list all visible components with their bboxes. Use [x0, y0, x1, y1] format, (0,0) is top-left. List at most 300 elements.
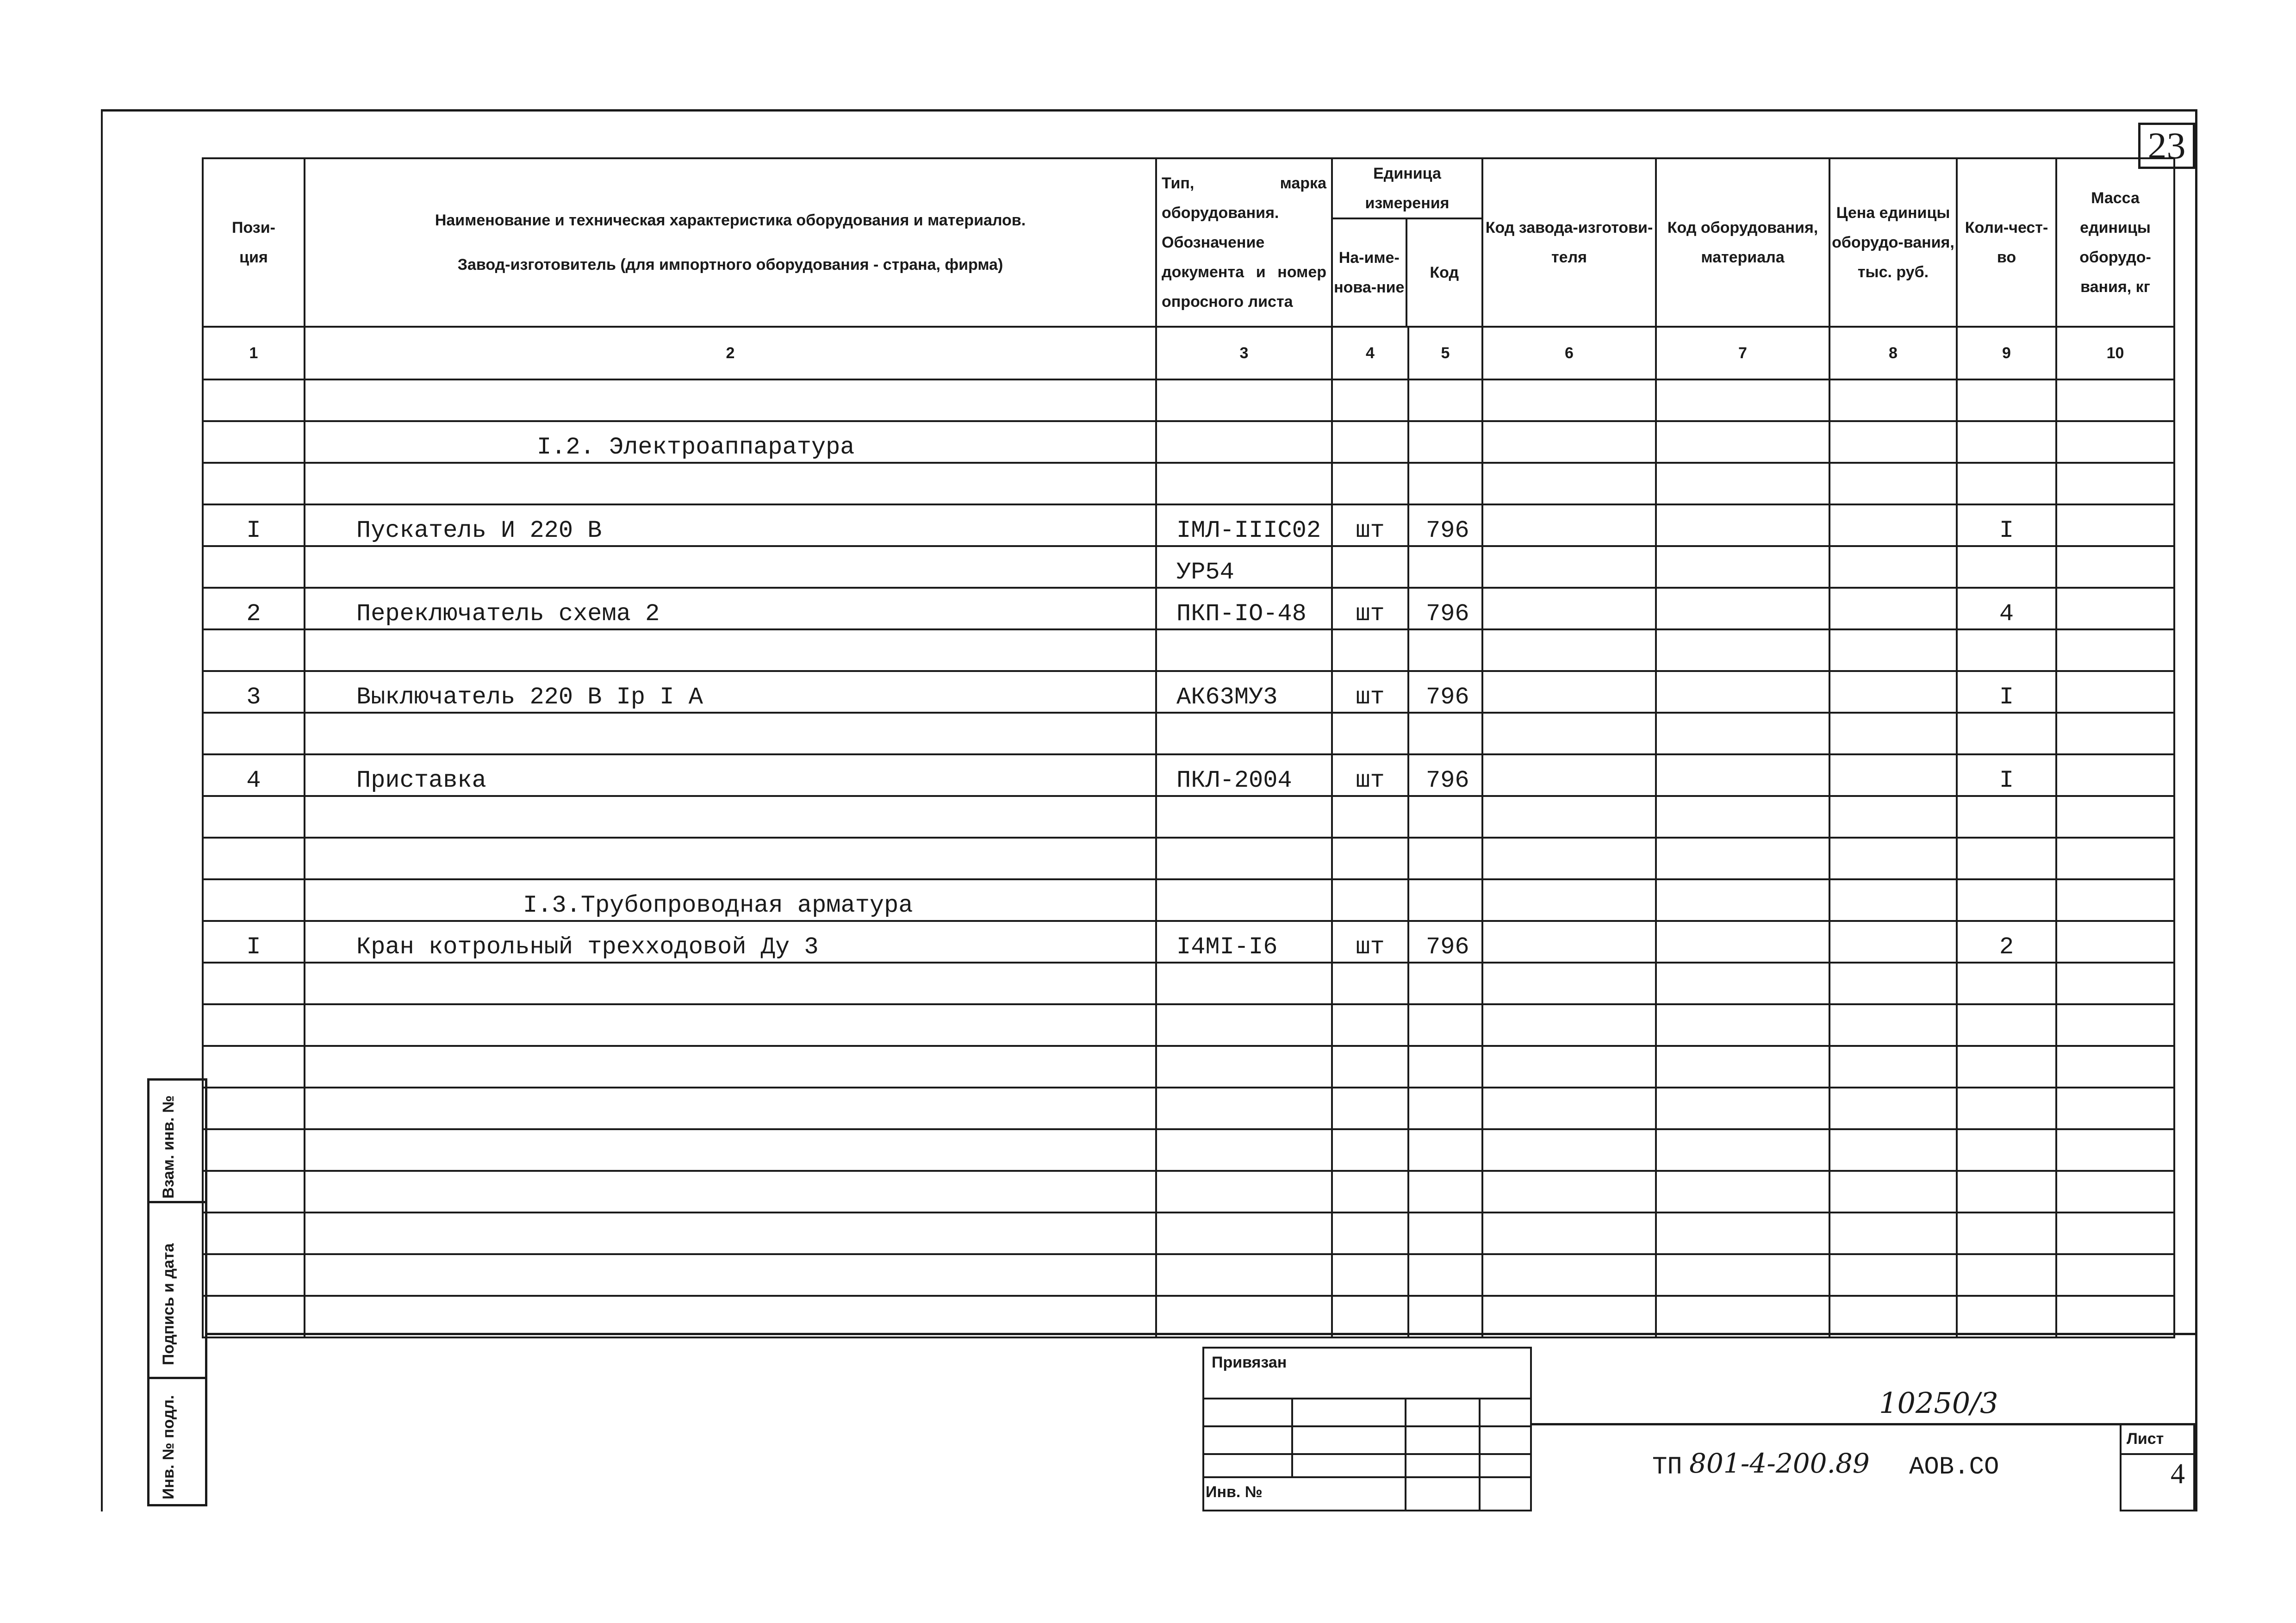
row-factory-code	[1482, 921, 1656, 963]
table-row	[203, 713, 2174, 754]
row-position	[203, 963, 305, 1004]
row-price	[1829, 1254, 1957, 1296]
row-name	[305, 379, 1156, 421]
row-unit: шт	[1332, 504, 1408, 546]
row-equipment-code	[1656, 963, 1829, 1004]
row-name: I.2. Электроаппаратура	[305, 421, 1156, 463]
row-mass	[2056, 1213, 2174, 1254]
row-unit-code	[1408, 1004, 1482, 1046]
row-name	[305, 796, 1156, 838]
table-row	[203, 796, 2174, 838]
row-price	[1829, 1213, 1957, 1254]
row-type	[1156, 1296, 1332, 1337]
row-position	[203, 1004, 305, 1046]
row-name	[305, 1088, 1156, 1129]
row-quantity	[1957, 379, 2056, 421]
table-row	[203, 671, 2174, 713]
header-unit-code: Код	[1430, 264, 1459, 281]
row-unit	[1332, 838, 1408, 879]
header-unit	[1332, 158, 1482, 327]
row-price	[1829, 1004, 1957, 1046]
table-row	[203, 754, 2174, 796]
header-factory-code: Код завода-изготови-теля	[1482, 158, 1656, 327]
row-quantity	[1957, 838, 2056, 879]
row-type	[1156, 1171, 1332, 1213]
row-type	[1156, 421, 1332, 463]
row-equipment-code	[1656, 1213, 1829, 1254]
row-name: Выключатель 220 В Iр I А	[305, 671, 1156, 713]
row-price	[1829, 504, 1957, 546]
row-type: I4МI-I6	[1156, 921, 1332, 963]
row-quantity	[1957, 1254, 2056, 1296]
row-factory-code	[1482, 1088, 1656, 1129]
row-price	[1829, 1046, 1957, 1088]
row-name	[305, 546, 1156, 588]
row-unit: шт	[1332, 754, 1408, 796]
row-type	[1156, 796, 1332, 838]
row-price	[1829, 754, 1957, 796]
row-unit	[1332, 463, 1408, 504]
row-position: 2	[203, 588, 305, 629]
row-equipment-code	[1656, 1171, 1829, 1213]
row-position	[203, 1254, 305, 1296]
row-quantity	[1957, 546, 2056, 588]
row-mass	[2056, 879, 2174, 921]
privyazan-label: Привязан	[1212, 1354, 1287, 1371]
row-type	[1156, 629, 1332, 671]
row-unit-code	[1408, 879, 1482, 921]
corner-sheet-number: 23	[2138, 123, 2195, 169]
column-number: 1	[203, 327, 305, 379]
row-type	[1156, 838, 1332, 879]
row-name	[305, 963, 1156, 1004]
row-equipment-code	[1656, 796, 1829, 838]
row-unit-code	[1408, 1213, 1482, 1254]
row-unit	[1332, 379, 1408, 421]
row-mass	[2056, 546, 2174, 588]
row-quantity: 2	[1957, 921, 2056, 963]
row-equipment-code	[1656, 713, 1829, 754]
row-equipment-code	[1656, 1129, 1829, 1171]
row-equipment-code	[1656, 504, 1829, 546]
row-factory-code	[1482, 463, 1656, 504]
table-row	[203, 963, 2174, 1004]
row-unit	[1332, 713, 1408, 754]
row-unit: шт	[1332, 588, 1408, 629]
header-name-line2: Завод-изготовитель (для импортного оборудования - страна, фирма)	[457, 256, 1003, 274]
row-position	[203, 546, 305, 588]
row-unit	[1332, 1088, 1408, 1129]
row-mass	[2056, 796, 2174, 838]
row-position	[203, 1088, 305, 1129]
header-mass: Масса единицы оборудо-вания, кг	[2056, 158, 2174, 327]
row-quantity	[1957, 713, 2056, 754]
row-quantity: I	[1957, 671, 2056, 713]
row-quantity: I	[1957, 754, 2056, 796]
row-type: УР54	[1156, 546, 1332, 588]
stamp-inv-label: Инв. № подл.	[160, 1395, 177, 1499]
row-mass	[2056, 1046, 2174, 1088]
row-name	[305, 1004, 1156, 1046]
row-quantity	[1957, 1296, 2056, 1337]
table-row	[203, 1254, 2174, 1296]
row-quantity	[1957, 1129, 2056, 1171]
list-label: Лист	[2127, 1430, 2164, 1448]
column-number: 3	[1156, 327, 1332, 379]
row-equipment-code	[1656, 1254, 1829, 1296]
row-name	[305, 1046, 1156, 1088]
row-mass	[2056, 379, 2174, 421]
row-equipment-code	[1656, 671, 1829, 713]
row-position	[203, 1129, 305, 1171]
column-number: 6	[1482, 327, 1656, 379]
row-position	[203, 1171, 305, 1213]
row-unit-code	[1408, 963, 1482, 1004]
row-position	[203, 838, 305, 879]
row-name	[305, 1129, 1156, 1171]
row-price	[1829, 379, 1957, 421]
row-mass	[2056, 1088, 2174, 1129]
table-row	[203, 879, 2174, 921]
row-factory-code	[1482, 546, 1656, 588]
row-mass	[2056, 713, 2174, 754]
header-equipment-code: Код оборудования, материала	[1656, 158, 1829, 327]
handwritten-number: 10250/3	[1879, 1386, 1998, 1420]
row-quantity	[1957, 796, 2056, 838]
row-mass	[2056, 671, 2174, 713]
row-name: Кран котрольный трехходовой Ду 3	[305, 921, 1156, 963]
column-number-row	[203, 327, 2174, 379]
row-unit-code	[1408, 379, 1482, 421]
row-price	[1829, 713, 1957, 754]
row-mass	[2056, 463, 2174, 504]
row-equipment-code	[1656, 838, 1829, 879]
row-unit	[1332, 796, 1408, 838]
row-factory-code	[1482, 838, 1656, 879]
row-unit-code: 796	[1408, 754, 1482, 796]
row-unit	[1332, 1046, 1408, 1088]
privyazan-line	[1202, 1425, 1532, 1427]
row-quantity	[1957, 421, 2056, 463]
row-mass	[2056, 504, 2174, 546]
row-quantity	[1957, 963, 2056, 1004]
row-name	[305, 629, 1156, 671]
row-equipment-code	[1656, 754, 1829, 796]
row-position	[203, 879, 305, 921]
row-unit	[1332, 1213, 1408, 1254]
row-unit	[1332, 1171, 1408, 1213]
row-price	[1829, 879, 1957, 921]
row-unit-code	[1408, 713, 1482, 754]
row-unit-code	[1408, 1296, 1482, 1337]
row-mass	[2056, 1129, 2174, 1171]
row-unit: шт	[1332, 671, 1408, 713]
row-position	[203, 1296, 305, 1337]
row-price	[1829, 421, 1957, 463]
header-unit-title: Единица измерения	[1333, 159, 1481, 219]
privyazan-divider	[1479, 1398, 1481, 1511]
row-mass	[2056, 1254, 2174, 1296]
column-number: 7	[1656, 327, 1829, 379]
row-position	[203, 796, 305, 838]
row-equipment-code	[1656, 879, 1829, 921]
row-unit-code	[1408, 1254, 1482, 1296]
table-row	[203, 1296, 2174, 1337]
inv-no-label: Инв. №	[1206, 1483, 1263, 1501]
row-mass	[2056, 421, 2174, 463]
frame-top-border	[101, 109, 2195, 112]
row-quantity	[1957, 629, 2056, 671]
table-row	[203, 588, 2174, 629]
row-type: ПКП-IO-48	[1156, 588, 1332, 629]
column-number: 9	[1957, 327, 2056, 379]
row-unit-code	[1408, 838, 1482, 879]
frame-left-border	[101, 109, 103, 1511]
row-position: I	[203, 921, 305, 963]
row-mass	[2056, 1171, 2174, 1213]
row-unit	[1332, 629, 1408, 671]
row-name	[305, 1171, 1156, 1213]
row-factory-code	[1482, 629, 1656, 671]
table-row	[203, 1004, 2174, 1046]
row-factory-code	[1482, 1046, 1656, 1088]
row-type	[1156, 963, 1332, 1004]
row-quantity	[1957, 1004, 2056, 1046]
row-equipment-code	[1656, 463, 1829, 504]
row-type	[1156, 1254, 1332, 1296]
row-unit-code	[1408, 421, 1482, 463]
privyazan-line	[1202, 1476, 1532, 1478]
row-price	[1829, 1296, 1957, 1337]
row-mass	[2056, 921, 2174, 963]
row-equipment-code	[1656, 421, 1829, 463]
row-name	[305, 1213, 1156, 1254]
list-value: 4	[2171, 1458, 2185, 1490]
privyazan-line	[1202, 1398, 1532, 1399]
row-mass	[2056, 1296, 2174, 1337]
row-unit	[1332, 963, 1408, 1004]
row-unit-code	[1408, 796, 1482, 838]
stamp-vzam-label: Взам. инв. №	[160, 1095, 177, 1199]
row-equipment-code	[1656, 629, 1829, 671]
table-row	[203, 463, 2174, 504]
row-equipment-code	[1656, 1296, 1829, 1337]
row-quantity	[1957, 1046, 2056, 1088]
row-name: Переключатель схема 2	[305, 588, 1156, 629]
doc-suffix: АОВ.СО	[1909, 1453, 1999, 1481]
table-row	[203, 379, 2174, 421]
header-position: Пози- ция	[203, 158, 305, 327]
row-price	[1829, 671, 1957, 713]
row-factory-code	[1482, 1129, 1656, 1171]
row-price	[1829, 963, 1957, 1004]
row-factory-code	[1482, 671, 1656, 713]
table-row	[203, 1129, 2174, 1171]
row-position	[203, 421, 305, 463]
row-mass	[2056, 838, 2174, 879]
row-type: АК63МУ3	[1156, 671, 1332, 713]
row-equipment-code	[1656, 546, 1829, 588]
table-row	[203, 629, 2174, 671]
table-row	[203, 1171, 2174, 1213]
row-factory-code	[1482, 1254, 1656, 1296]
row-type	[1156, 379, 1332, 421]
row-factory-code	[1482, 504, 1656, 546]
row-position: 3	[203, 671, 305, 713]
row-unit-code	[1408, 1171, 1482, 1213]
doc-prefix: ТП	[1652, 1453, 1682, 1481]
row-equipment-code	[1656, 1004, 1829, 1046]
row-price	[1829, 546, 1957, 588]
row-factory-code	[1482, 588, 1656, 629]
row-name	[305, 1254, 1156, 1296]
row-type	[1156, 1088, 1332, 1129]
privyazan-divider	[1291, 1398, 1293, 1476]
column-number: 8	[1829, 327, 1957, 379]
row-price	[1829, 463, 1957, 504]
row-position	[203, 713, 305, 754]
header-name-line1: Наименование и техническая характеристика оборудования и материалов.	[435, 211, 1026, 229]
row-name: I.3.Трубопроводная арматура	[305, 879, 1156, 921]
row-type	[1156, 713, 1332, 754]
row-unit-code: 796	[1408, 921, 1482, 963]
row-unit	[1332, 1296, 1408, 1337]
row-equipment-code	[1656, 1046, 1829, 1088]
privyazan-line	[1202, 1453, 1532, 1455]
table-row	[203, 421, 2174, 463]
row-unit-code: 796	[1408, 671, 1482, 713]
row-factory-code	[1482, 754, 1656, 796]
row-factory-code	[1482, 1296, 1656, 1337]
row-unit	[1332, 1129, 1408, 1171]
title-block-top-line	[207, 1333, 2195, 1335]
row-type	[1156, 1046, 1332, 1088]
row-type	[1156, 463, 1332, 504]
row-quantity	[1957, 1171, 2056, 1213]
table-row	[203, 546, 2174, 588]
row-position	[203, 463, 305, 504]
table-row	[203, 921, 2174, 963]
row-unit-code	[1408, 629, 1482, 671]
column-number: 4	[1332, 327, 1408, 379]
table-body	[203, 379, 2174, 1337]
table-row	[203, 838, 2174, 879]
header-quantity: Коли-чест-во	[1957, 158, 2056, 327]
row-name: Пускатель И 220 В	[305, 504, 1156, 546]
row-equipment-code	[1656, 379, 1829, 421]
row-unit	[1332, 879, 1408, 921]
row-price	[1829, 1088, 1957, 1129]
doc-number-top-line	[1532, 1423, 2195, 1425]
row-factory-code	[1482, 1213, 1656, 1254]
row-equipment-code	[1656, 921, 1829, 963]
row-unit-code: 796	[1408, 588, 1482, 629]
row-mass	[2056, 754, 2174, 796]
row-type: ПКЛ-2004	[1156, 754, 1332, 796]
row-unit-code	[1408, 1046, 1482, 1088]
row-price	[1829, 921, 1957, 963]
row-unit-code: 796	[1408, 504, 1482, 546]
row-name	[305, 838, 1156, 879]
row-mass	[2056, 629, 2174, 671]
row-position	[203, 1046, 305, 1088]
row-unit: шт	[1332, 921, 1408, 963]
row-price	[1829, 629, 1957, 671]
row-position	[203, 1213, 305, 1254]
row-quantity	[1957, 463, 2056, 504]
row-factory-code	[1482, 1004, 1656, 1046]
row-quantity	[1957, 879, 2056, 921]
row-price	[1829, 1129, 1957, 1171]
row-unit	[1332, 1254, 1408, 1296]
row-unit-code	[1408, 1088, 1482, 1129]
row-unit	[1332, 421, 1408, 463]
row-unit-code	[1408, 546, 1482, 588]
row-factory-code	[1482, 796, 1656, 838]
column-number: 2	[305, 327, 1156, 379]
row-factory-code	[1482, 1171, 1656, 1213]
row-name	[305, 463, 1156, 504]
row-position	[203, 379, 305, 421]
doc-number: 801-4-200.89	[1689, 1448, 1870, 1479]
row-equipment-code	[1656, 1088, 1829, 1129]
header-name	[305, 158, 1156, 327]
row-price	[1829, 838, 1957, 879]
row-position	[203, 629, 305, 671]
row-equipment-code	[1656, 588, 1829, 629]
row-type	[1156, 1004, 1332, 1046]
row-type	[1156, 1213, 1332, 1254]
row-factory-code	[1482, 713, 1656, 754]
list-divider	[2120, 1453, 2195, 1455]
row-price	[1829, 796, 1957, 838]
row-name	[305, 713, 1156, 754]
row-name	[305, 1296, 1156, 1337]
privyazan-divider	[1405, 1398, 1406, 1511]
row-unit	[1332, 546, 1408, 588]
header-price: Цена единицы оборудо-вания, тыс. руб.	[1829, 158, 1957, 327]
row-quantity: I	[1957, 504, 2056, 546]
row-factory-code	[1482, 379, 1656, 421]
row-unit	[1332, 1004, 1408, 1046]
row-type	[1156, 1129, 1332, 1171]
row-type	[1156, 879, 1332, 921]
row-unit-code	[1408, 463, 1482, 504]
row-position: I	[203, 504, 305, 546]
column-number: 10	[2056, 327, 2174, 379]
table-row	[203, 1088, 2174, 1129]
header-row	[203, 158, 2174, 327]
row-position: 4	[203, 754, 305, 796]
column-number: 5	[1408, 327, 1482, 379]
row-price	[1829, 588, 1957, 629]
row-factory-code	[1482, 421, 1656, 463]
row-mass	[2056, 588, 2174, 629]
header-unit-name: На-име-нова-ние	[1333, 219, 1407, 326]
row-name: Приставка	[305, 754, 1156, 796]
row-type: IМЛ-IIIС02	[1156, 504, 1332, 546]
stamp-podpis-label: Подпись и дата	[160, 1243, 177, 1365]
table-row	[203, 1213, 2174, 1254]
row-factory-code	[1482, 879, 1656, 921]
frame-right-border	[2195, 109, 2197, 1511]
header-type: Тип, марка оборудования. Обозначение документа и номер опросного листа	[1156, 158, 1332, 327]
row-unit-code	[1408, 1129, 1482, 1171]
specification-table	[202, 157, 2175, 1338]
row-factory-code	[1482, 963, 1656, 1004]
row-quantity	[1957, 1213, 2056, 1254]
row-quantity: 4	[1957, 588, 2056, 629]
